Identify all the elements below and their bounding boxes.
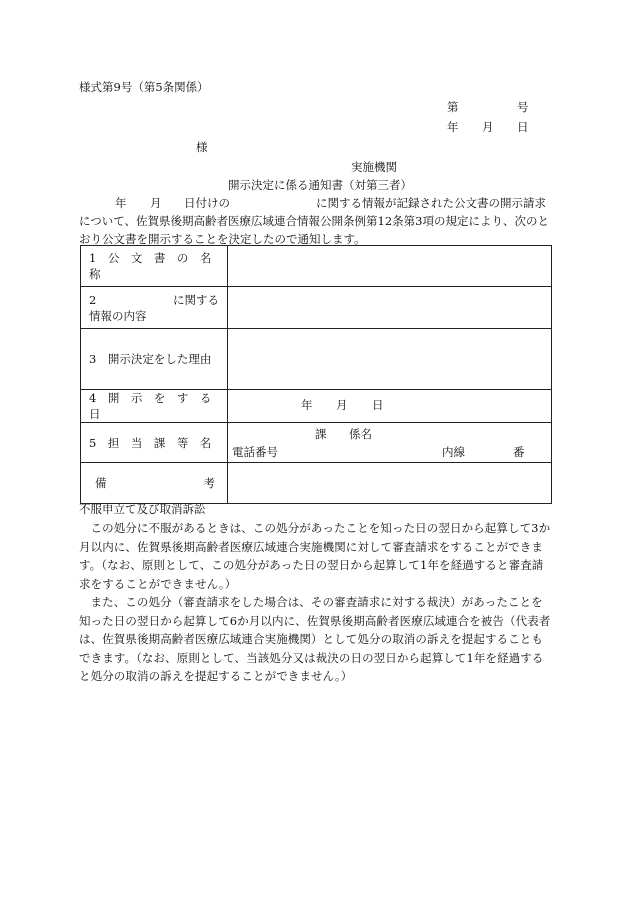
intro-text-1: に関する情報が記録された公文書の開示請求 <box>316 196 546 210</box>
dept-phone: 電話番号 <box>232 445 278 459</box>
table-row <box>81 463 552 504</box>
label-disclosure-date: 4 開 示 を す る 日 <box>81 390 228 423</box>
intro-line-3: おり公文書を開示することを決定したので通知します。 <box>79 232 366 246</box>
table-row <box>81 390 552 423</box>
disclosure-month: 月 <box>336 398 348 412</box>
label-department: 5 担 当 課 等 名 <box>81 423 228 463</box>
label-info-b: 情報の内容 <box>89 308 147 323</box>
disclosure-day: 日 <box>372 398 384 412</box>
value-info-content <box>228 287 552 329</box>
value-remarks <box>228 463 552 504</box>
appeal-paragraph-1: この処分に不服があるときは、この処分があったことを知った日の翌日から起算して3か月以内に、佐賀県後期高齢者医療広域連合実施機関に対して審査請求をすることができます。（なお、原則として、この処分があった日の翌日から起算して1年を経過すると審査請求をすることができません。） <box>79 521 551 591</box>
ref-number-suffix: 号 <box>517 100 529 114</box>
disclosure-form-table <box>80 245 552 504</box>
date-month: 月 <box>482 120 494 134</box>
dept-kakari: 係名 <box>349 427 372 441</box>
label-info-a: に関する <box>173 292 219 307</box>
value-decision-reason <box>228 329 552 390</box>
ref-number-prefix: 第 <box>447 100 459 114</box>
date-year: 年 <box>447 120 459 134</box>
document-title: 開示決定に係る通知書（対第三者） <box>228 178 412 192</box>
label-remarks <box>81 463 228 504</box>
remarks-b: 考 <box>203 476 215 490</box>
value-disclosure-date <box>228 390 552 423</box>
label-document-name: 1 公 文 書 の 名 称 <box>81 246 228 287</box>
dept-ext: 内線 <box>442 445 465 459</box>
appeal-paragraph-2: また、この処分（審査請求をした場合は、その審査請求に対する裁決）があったことを知った日の翌日から起算して6か月以内に、佐賀県後期高齢者医療広域連合を被告（代表者は、佐賀県後期高齢者医療広域連合実施機関）として処分の取消の訴えを提起することもできます。（なお、原則として、当該処分又は裁決の日の翌日から起算して1年を経過すると処分の取消の訴えを提起することができません。） <box>79 595 551 683</box>
label-info-num: 2 <box>89 292 97 307</box>
intro-day: 日付けの <box>184 196 230 210</box>
dept-ban: 番 <box>513 445 525 459</box>
remarks-a: 備 <box>95 476 107 490</box>
table-row <box>81 246 552 287</box>
intro-month: 月 <box>150 196 162 210</box>
disclosure-year: 年 <box>301 398 313 412</box>
dept-ka: 課 <box>315 427 327 441</box>
label-decision-reason: 3 開示決定をした理由 <box>81 329 228 390</box>
addressee-suffix: 様 <box>196 140 208 154</box>
appeal-heading: 不服申立て及び取消訴訟 <box>79 502 206 516</box>
date-day: 日 <box>517 120 529 134</box>
table-row <box>81 423 552 463</box>
issuer: 実施機関 <box>351 160 397 174</box>
table-row <box>81 287 552 329</box>
form-number: 様式第9号（第5条関係） <box>79 80 209 94</box>
intro-year: 年 <box>115 196 127 210</box>
appeal-body <box>79 519 551 686</box>
intro-line-2: について、佐賀県後期高齢者医療広域連合情報公開条例第12条第3項の規定により、次のと <box>79 214 549 228</box>
value-document-name <box>228 246 552 287</box>
value-department <box>228 423 552 463</box>
table-row <box>81 329 552 390</box>
label-info-content <box>81 287 228 329</box>
